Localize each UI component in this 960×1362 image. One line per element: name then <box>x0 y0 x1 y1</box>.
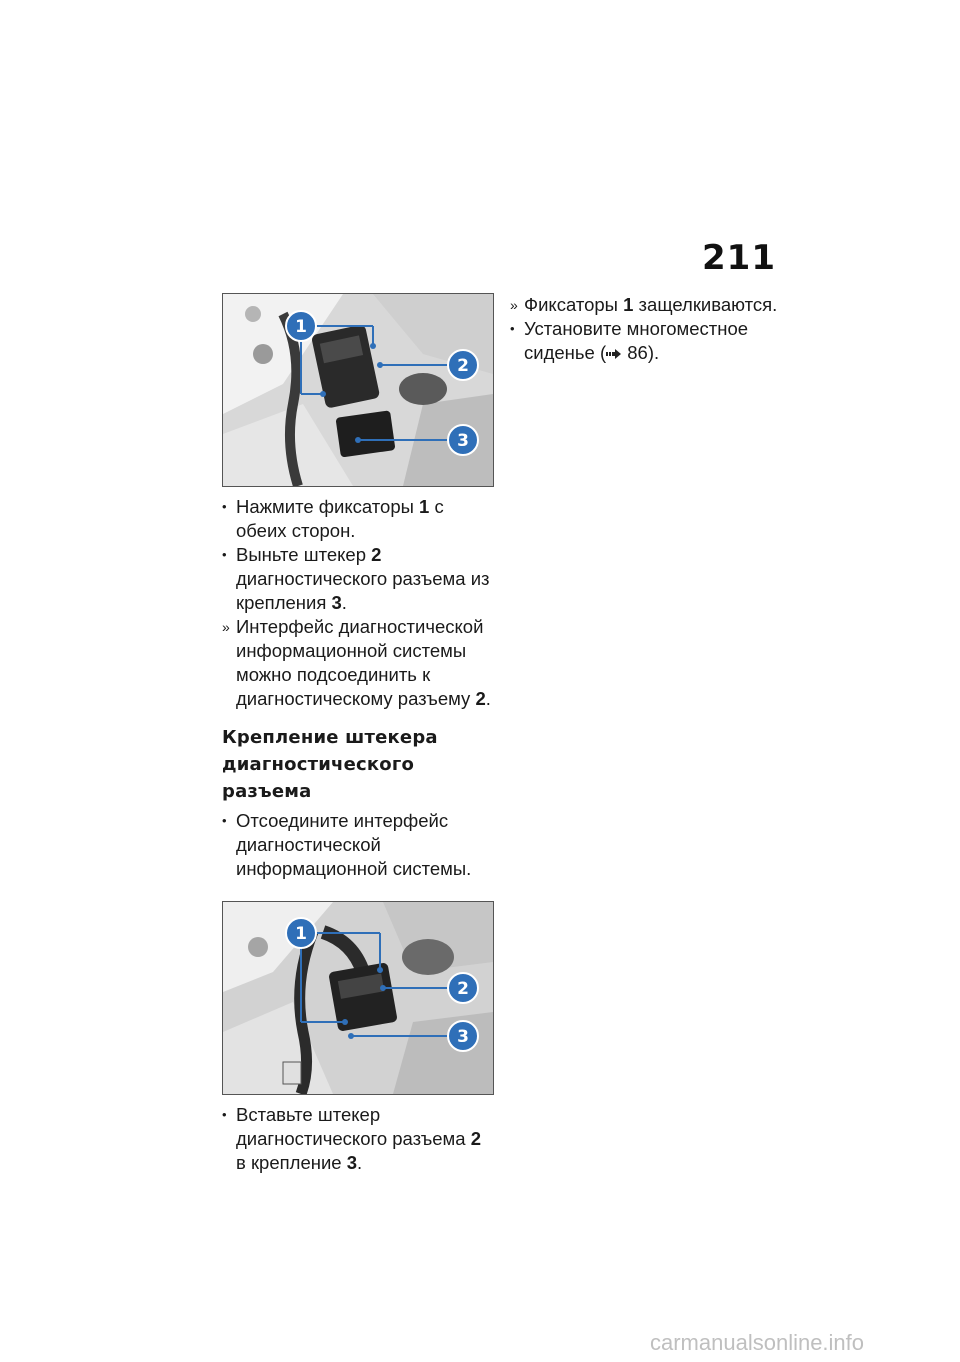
instruction-list-1 <box>222 495 494 711</box>
bullet-icon: • <box>222 547 227 562</box>
callout-reference: 2 <box>371 544 382 565</box>
result-arrow-icon: » <box>510 297 518 313</box>
instruction-list-2 <box>222 809 494 881</box>
item-text: диагностического разъема из крепления <box>236 568 490 613</box>
result-arrow-icon: » <box>222 619 230 635</box>
list-item <box>510 317 782 365</box>
callout-1: 1 <box>295 317 307 337</box>
item-text: Фиксаторы <box>524 294 624 315</box>
item-text: Вставьте штекер диагностического разъема <box>236 1104 471 1149</box>
callout-reference: 1 <box>419 496 430 517</box>
left-column <box>222 293 494 1175</box>
page-reference-arrow-icon <box>606 348 622 360</box>
callout-3: 3 <box>457 1027 469 1047</box>
bullet-icon: • <box>222 499 227 514</box>
item-text: защелкиваются. <box>633 294 778 315</box>
callout-reference: 2 <box>470 1128 482 1149</box>
bullet-icon: • <box>222 813 227 828</box>
list-item <box>222 495 494 543</box>
section-heading: Крепление штекера диагностического разъема <box>222 727 438 802</box>
item-text: Установите многоместное сиденье ( <box>524 318 749 363</box>
item-text: . <box>341 592 347 613</box>
callout-1: 1 <box>295 924 307 944</box>
watermark: carmanualsonline.info <box>650 1330 865 1355</box>
callout-reference: 3 <box>331 592 342 613</box>
item-text: . <box>357 1152 363 1173</box>
callout-2: 2 <box>457 979 469 999</box>
list-item <box>222 809 494 881</box>
callout-reference: 3 <box>346 1152 358 1173</box>
callout-reference: 2 <box>475 688 486 709</box>
item-text: Интерфейс диагностической информационной системы можно подсоединить к диагностическому разъему <box>236 616 484 709</box>
photo-diagnostic-connector-mount <box>222 901 494 1095</box>
list-item <box>510 293 782 317</box>
instruction-list-3 <box>222 1103 494 1175</box>
right-column <box>510 293 782 365</box>
item-text: Отсоедините интерфейс диагностической информационной системы. <box>236 810 472 879</box>
item-text: в крепление <box>236 1152 347 1173</box>
item-text: с обеих сторон. <box>236 496 444 541</box>
list-item <box>222 615 494 711</box>
list-item <box>222 1103 494 1175</box>
callout-reference: 1 <box>623 294 634 315</box>
instruction-list-right <box>510 293 782 365</box>
item-text: Выньте штекер <box>236 544 372 565</box>
item-text: . <box>485 688 491 709</box>
photo-diagnostic-connector-removal <box>222 293 494 487</box>
list-item <box>222 543 494 615</box>
callout-3: 3 <box>457 431 469 451</box>
item-text: Нажмите фиксаторы <box>236 496 420 517</box>
item-text: 86). <box>622 342 660 363</box>
photo-illustration <box>223 294 493 486</box>
bullet-icon: • <box>510 321 515 336</box>
bullet-icon: • <box>222 1107 227 1122</box>
callout-2: 2 <box>457 356 469 376</box>
page-number: 211 <box>702 238 776 278</box>
photo-illustration-2 <box>223 902 493 1094</box>
